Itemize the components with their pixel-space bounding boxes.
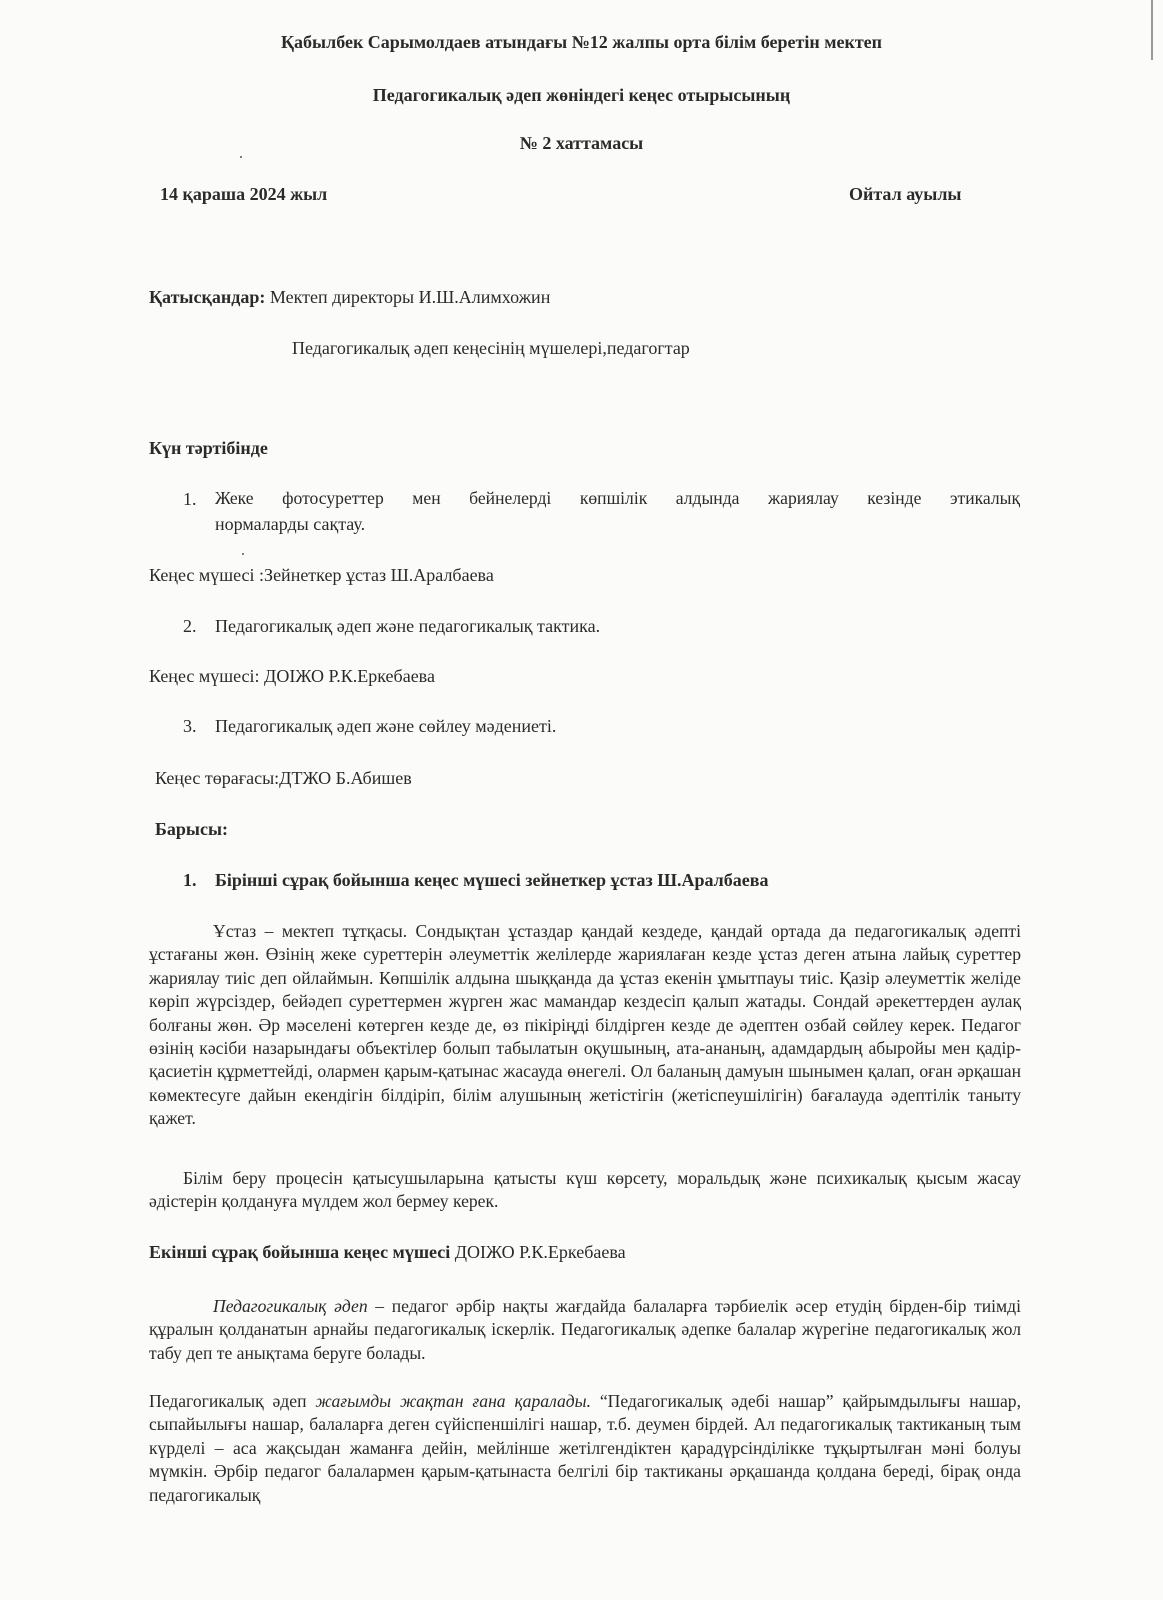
question2-heading <box>149 1242 626 1263</box>
question1-paragraph: Ұстаз – мектеп тұтқасы. Сондықтан ұстаздар қандай кездеде, қандай ортада да педагогикалық әдепті ұстағаны жөн. Өзінің жеке суреттерін әлеуметтік желілерде жариялаған кезде ұстаз деген атына лайық суреттер жариялау тиіс деп ойлаймын. Көпшілік алдына шыққанда да ұстаз екенін ұмытпауы тиіс. Қазір әлеуметтік желіде көріп жүрсіздер, бейәдеп суреттермен жүрген жас мамандар кездесіп қалып жатады. Сондай әрекеттерден аулақ болғаны жөн. Әр мәселені көтерген кезде де, өз пікіріңді білдірген кезде де әдептен озбай сөйлеу керек. Педагог өзінің кәсіби назарындағы объектілер болып табылатын оқушының, ата-ананың, адамдардың абыройы мен қадір-қасиетін құрметтейді, олармен қарым-қатынас жасауда өнегелі. Ол баланың дамуын шынымен қалап, оған әрқашан көмектесуге дайын екендігін білдіріп, білім алушының жетістігін (жетіспеушілігін) бағалауда әдептілік таныту қажет. <box>149 921 1021 1129</box>
participants-line1: Мектеп директоры И.Ш.Алимхожин <box>269 287 551 307</box>
phrase-italic: жағымды жақтан ғана қаралады. <box>315 1391 591 1411</box>
question1-num: 1. <box>183 870 197 890</box>
scan-speck <box>240 156 242 158</box>
protocol-number: № 2 хаттамасы <box>519 133 644 153</box>
participants <box>149 287 550 308</box>
council-title: Педагогикалық әдеп жөніндегі кеңес отырысының <box>372 85 791 105</box>
question1-heading: Бірінші сұрақ бойынша кеңес мүшесі зейнеткер ұстаз Ш.Аралбаева <box>215 870 769 890</box>
protocol-date: 14 қараша 2024 жыл <box>160 184 328 204</box>
question2-paragraph2-text: “Педагогикалық әдебі нашар” қайрымдылығы нашар, сыпайылығы нашар, балаларға деген сүйіспеншілігі нашар, т.б. деумен бірдей. Ал педагогикалық тактиканың тым күрделі – аса жақсыдан жаманға дейін, мейлінше жетілгендіктен қарадүрсінділікке тұқыртылған мәні болуы мүмкін. Әрбір педагог балалармен қарым-қатынаста белгілі бір тактиканы әрқашанда қолдана береді, бірақ онда педагогикалық <box>149 1391 1021 1505</box>
participants-line2: Педагогикалық әдеп кеңесінің мүшелері,педагогтар <box>292 338 690 358</box>
question2-paragraph2 <box>149 1390 1021 1507</box>
protocol-place: Ойтал ауылы <box>849 184 962 204</box>
agenda-item-speaker: Кеңес төрағасы:ДТЖО Б.Абишев <box>155 768 412 788</box>
question2-paragraph1-text: – педагог әрбір нақты жағдайда балаларға тәрбиелік әсер етудің бірден-бір тиімді құралын қолданатын арнайы педагогикалық іскерлік. Педагогикалық әдепке балалар жүрегіне педагогикалық жол табу деп те анықтама беруге болады. <box>149 1296 1022 1363</box>
agenda-item-text: Педагогикалық әдеп және педагогикалық тактика. <box>215 616 601 636</box>
agenda-item-num: 2. <box>183 616 197 636</box>
school-name: Қабылбек Сарымолдаев атындағы №12 жалпы орта білім беретін мектеп <box>280 32 883 52</box>
participants-label: Қатысқандар: <box>149 287 266 307</box>
agenda-item-speaker: Кеңес мүшесі: ДОІЖО Р.К.Еркебаева <box>149 666 435 686</box>
agenda-item-speaker: Кеңес мүшесі :Зейнеткер ұстаз Ш.Аралбаева <box>149 565 494 585</box>
scan-speck <box>242 553 244 555</box>
proceedings-title: Барысы: <box>155 819 229 839</box>
agenda-item-text: Жеке фотосуреттер мен бейнелерді көпшілік алдында жариялау кезінде этикалық <box>215 488 1020 508</box>
question1-paragraph2: Білім беру процесін қатысушыларына қатысты күш көрсету, моральдық және психикалық қысым жасау әдістерін қолдануға мүлдем жол бермеу керек. <box>149 1168 1021 1212</box>
question2-paragraph2-start: Педагогикалық әдеп <box>149 1391 316 1411</box>
agenda-item-text: Педагогикалық әдеп және сөйлеу мәдениеті. <box>215 716 557 736</box>
question2-heading-name: ДОІЖО Р.К.Еркебаева <box>450 1242 626 1262</box>
agenda-title: Күн тәртібінде <box>149 438 268 458</box>
agenda-item-text-cont: нормаларды сақтау. <box>215 514 366 534</box>
question2-heading-label: Екінші сұрақ бойынша кеңес мүшесі <box>149 1242 451 1262</box>
agenda-item-num: 3. <box>183 716 197 736</box>
agenda-item-num: 1. <box>183 489 197 509</box>
term-italic: Педагогикалық әдеп <box>213 1296 368 1316</box>
question2-paragraph1 <box>149 1295 1021 1365</box>
